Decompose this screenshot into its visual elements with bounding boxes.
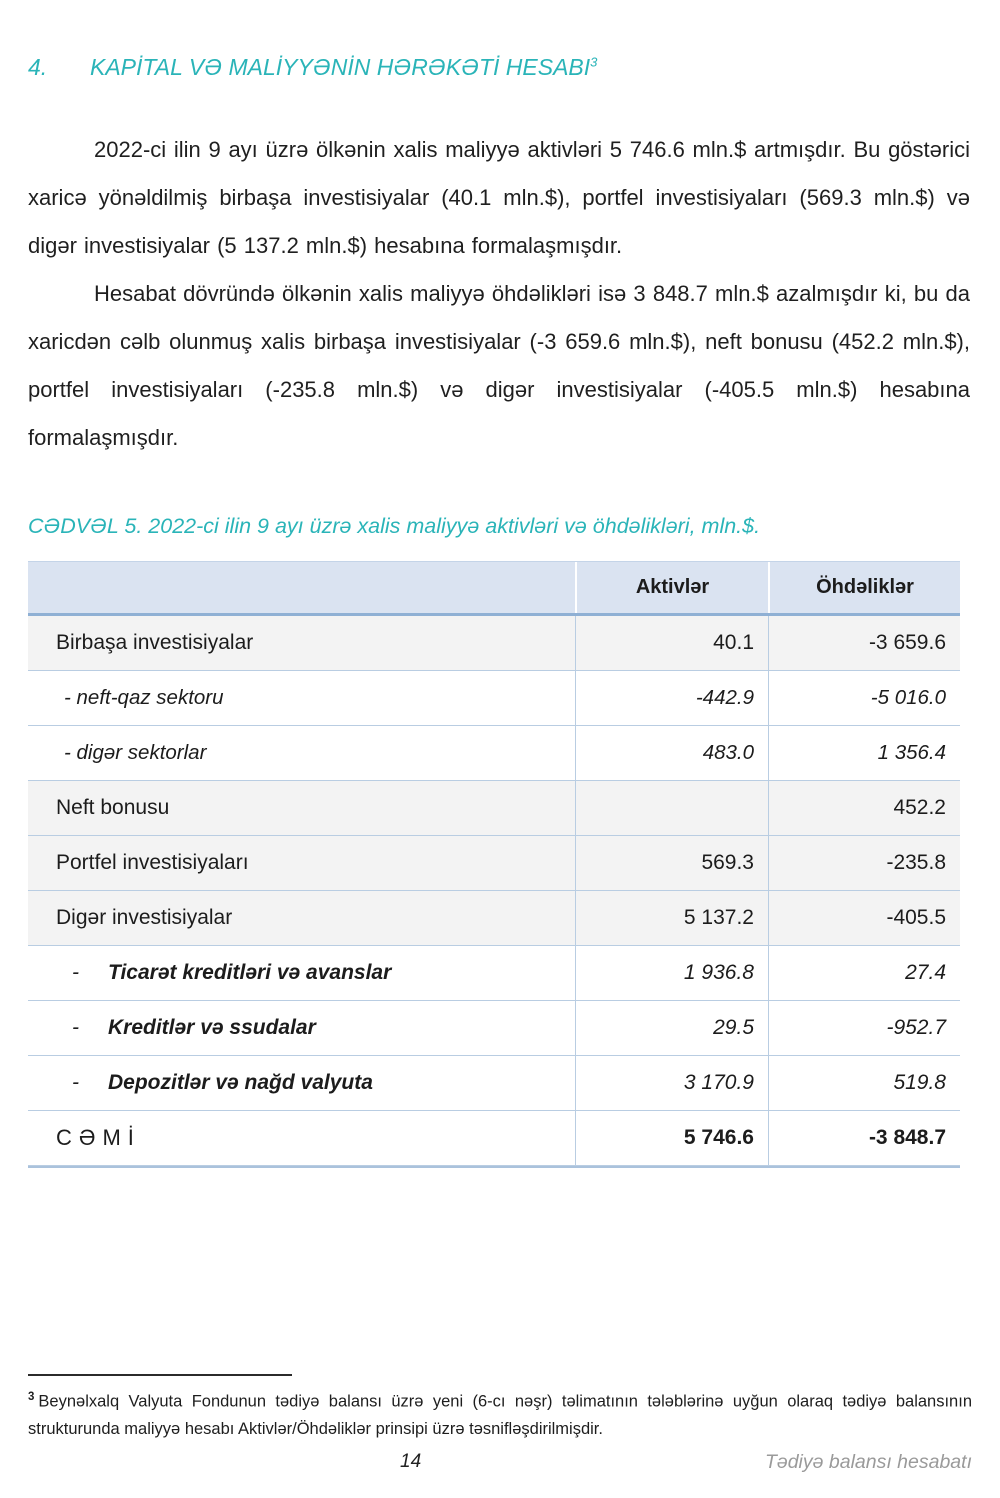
header-cell-aktivler: Aktivlər — [575, 562, 768, 613]
footnote-body: Beynəlxalq Valyuta Fondunun tədiyə balansı üzrə yeni (6-cı nəşr) təlimatının tələblərinə uyğun olaraq tədiyə balansının strukturunda maliyyə hesabı Aktivlər/Öhdəliklər prinsipi üzrə təsnifləşdirilmişdir. — [28, 1392, 972, 1438]
row-value-aktivler: 1 936.8 — [575, 946, 768, 1000]
row-label: Depozitlər və nağd valyuta — [108, 1071, 373, 1094]
row-value-ohdelikler: -952.7 — [768, 1001, 960, 1055]
row-label: - digər sektorlar — [64, 741, 207, 764]
row-label-cell — [28, 726, 575, 780]
table-row — [28, 1001, 960, 1056]
header-cell-ohdelikler: Öhdəliklər — [768, 562, 960, 613]
row-label: - neft-qaz sektoru — [64, 686, 224, 709]
section-heading — [28, 54, 972, 81]
row-label-cell — [28, 946, 575, 1000]
row-label-cell — [28, 1056, 575, 1110]
table-row — [28, 946, 960, 1001]
header-cell-empty — [28, 562, 575, 613]
section-number: 4. — [28, 54, 48, 80]
row-label: Neft bonusu — [56, 796, 170, 819]
row-value-aktivler: 40.1 — [575, 616, 768, 670]
row-value-aktivler: 569.3 — [575, 836, 768, 890]
row-value-aktivler: 5 137.2 — [575, 891, 768, 945]
row-value-ohdelikler: -235.8 — [768, 836, 960, 890]
footer-report-title: Tədiyə balansı hesabatı — [764, 1450, 972, 1473]
table-row — [28, 891, 960, 946]
row-label: Portfel investisiyaları — [56, 851, 249, 874]
table-row — [28, 726, 960, 781]
footnote-block — [28, 1374, 972, 1477]
table-caption: CƏDVƏL 5. 2022-ci ilin 9 ayı üzrə xalis maliyyə aktivləri və öhdəlikləri, mln.$. — [28, 514, 761, 538]
table-row — [28, 1111, 960, 1166]
row-value-aktivler — [575, 781, 768, 835]
footnote-ref: 3 — [590, 54, 598, 70]
row-label: Kreditlər və ssudalar — [108, 1016, 316, 1039]
row-value-ohdelikler: -3 659.6 — [768, 616, 960, 670]
list-dash: - — [72, 1071, 79, 1094]
footnote-marker: 3 — [28, 1391, 35, 1403]
row-label: CƏMİ — [56, 1125, 141, 1150]
row-label-cell — [28, 1111, 575, 1165]
row-label: Ticarət kreditləri və avanslar — [108, 961, 392, 984]
row-value-ohdelikler: 1 356.4 — [768, 726, 960, 780]
financial-table — [28, 561, 960, 1168]
page-number: 14 — [400, 1450, 422, 1472]
row-value-aktivler: 3 170.9 — [575, 1056, 768, 1110]
table-row — [28, 1056, 960, 1111]
table-row — [28, 781, 960, 836]
row-label: Digər investisiyalar — [56, 906, 233, 929]
paragraph-net-liabilities: Hesabat dövründə ölkənin xalis maliyyə öhdəlikləri isə 3 848.7 mln.$ azalmışdır ki, bu da xaricdən cəlb olunmuş xalis birbaşa investisiyalar (-3 659.6 mln.$), neft bonusu (452.2 mln.$), portfel investisiyaları (-235.8 mln.$) və digər investisiyalar (-405.5 mln.$) hesabına formalaşmışdır. — [28, 281, 970, 450]
row-value-ohdelikler: -405.5 — [768, 891, 960, 945]
row-value-ohdelikler: -5 016.0 — [768, 671, 960, 725]
row-label-cell — [28, 836, 575, 890]
row-value-ohdelikler: 27.4 — [768, 946, 960, 1000]
row-label-cell — [28, 781, 575, 835]
row-label-cell — [28, 671, 575, 725]
row-value-ohdelikler: 519.8 — [768, 1056, 960, 1110]
section-title — [90, 54, 597, 81]
row-label-cell — [28, 1001, 575, 1055]
table-row — [28, 616, 960, 671]
row-value-aktivler: -442.9 — [575, 671, 768, 725]
table-row — [28, 836, 960, 891]
footnote-separator — [28, 1374, 292, 1376]
row-value-aktivler: 5 746.6 — [575, 1111, 768, 1165]
row-value-aktivler: 29.5 — [575, 1001, 768, 1055]
list-dash: - — [72, 961, 79, 984]
paragraph-net-assets: 2022-ci ilin 9 ayı üzrə ölkənin xalis maliyyə aktivləri 5 746.6 mln.$ artmışdır. Bu göstərici xaricə yönəldilmiş birbaşa investisiyalar (40.1 mln.$), portfel investisiyaları (569.3 mln.$) və digər investisiyalar (5 137.2 mln.$) hesabına formalaşmışdır. — [28, 137, 970, 258]
section-title-text: KAPİTAL VƏ MALİYYƏNİN HƏRƏKƏTİ HESABI — [90, 54, 591, 80]
row-value-aktivler: 483.0 — [575, 726, 768, 780]
table-row — [28, 671, 960, 726]
table-header-row — [28, 562, 960, 616]
row-label: Birbaşa investisiyalar — [56, 631, 254, 654]
page-footer — [28, 1451, 972, 1477]
list-dash: - — [72, 1016, 79, 1039]
row-label-cell — [28, 891, 575, 945]
footnote-text — [28, 1384, 972, 1443]
row-value-ohdelikler: 452.2 — [768, 781, 960, 835]
table-body — [28, 616, 960, 1166]
row-value-ohdelikler: -3 848.7 — [768, 1111, 960, 1165]
row-label-cell — [28, 616, 575, 670]
